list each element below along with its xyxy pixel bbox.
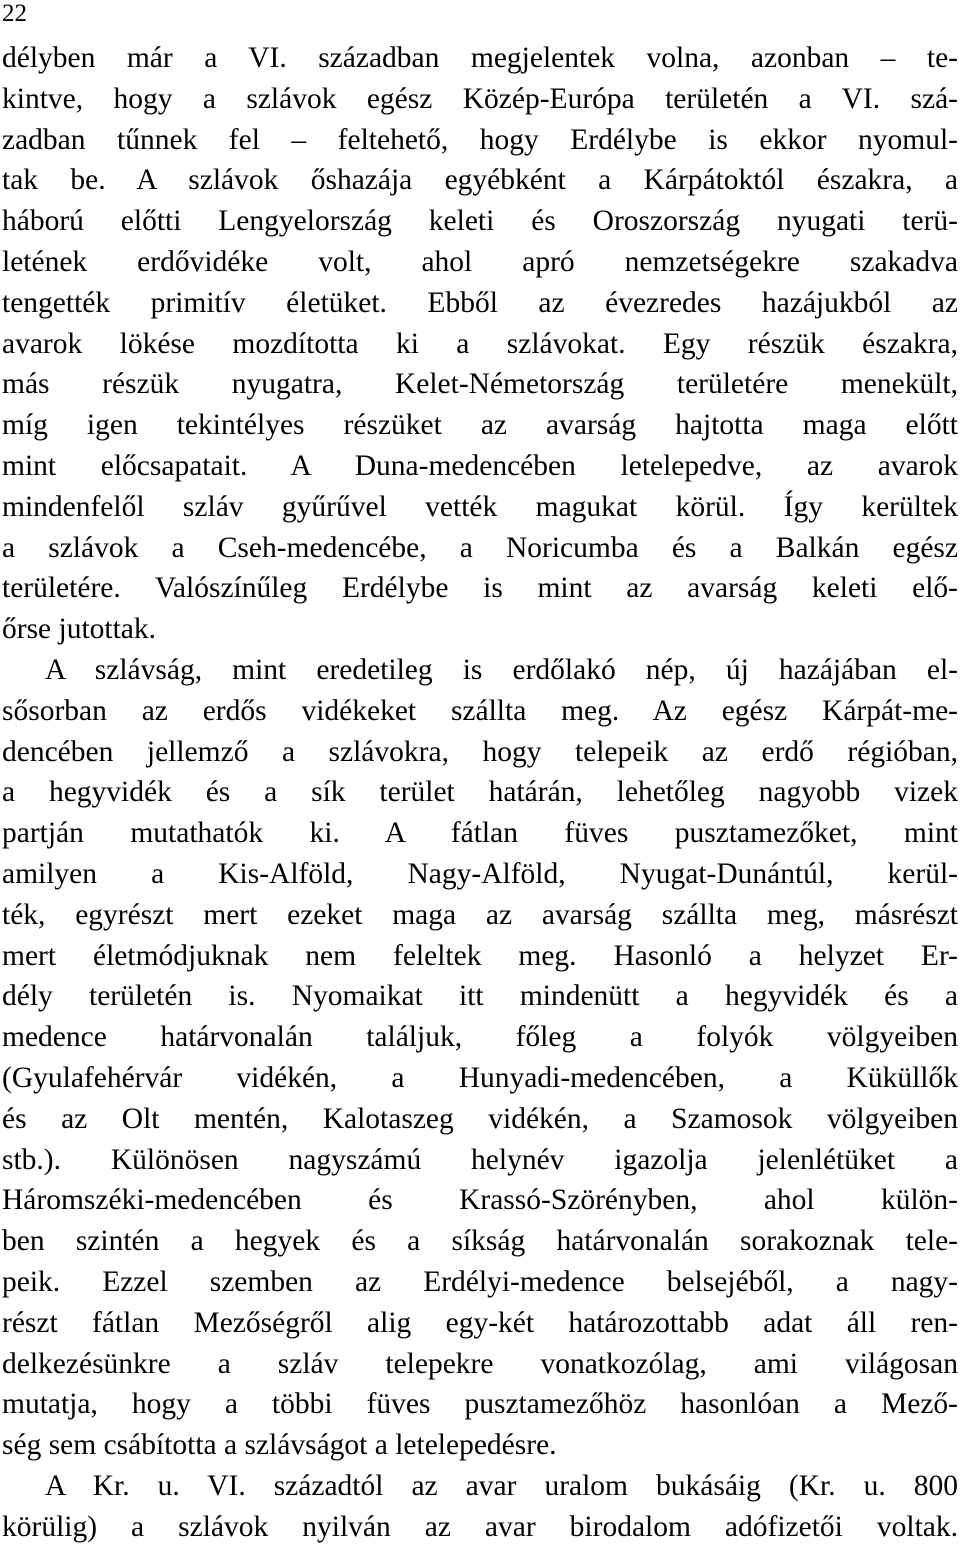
text-line: ség sem csábította a szlávságot a letelepedésre. xyxy=(2,1429,557,1462)
text-line: avarok lökése mozdította ki a szlávokat. Egy részük északra, xyxy=(2,327,958,360)
text-line: míg igen tekintélyes részüket az avarság hajtotta maga előtt xyxy=(2,409,958,442)
text-line: medence határvonalán találjuk, főleg a folyók völgyeiben xyxy=(2,1021,958,1054)
text-line: délyben már a VI. században megjelentek volna, azonban – te- xyxy=(2,42,958,74)
text-line: háború előtti Lengyelország keleti és Oroszország nyugati terü- xyxy=(2,205,958,238)
text-line: stb.). Különösen nagyszámú helynév igazolja jelenlétüket a xyxy=(2,1143,958,1176)
text-line: tak be. A szlávok őshazája egyébként a Kárpátoktól északra, a xyxy=(2,164,958,197)
text-line: zadban tűnnek fel – feltehető, hogy Erdélybe is ekkor nyomul- xyxy=(2,123,958,156)
paragraph-start-line: A Kr. u. VI. századtól az avar uralom bukásáig (Kr. u. 800 xyxy=(45,1469,958,1502)
text-line: kintve, hogy a szlávok egész Közép-Európa területén a VI. szá- xyxy=(2,82,958,115)
text-line: a szlávok a Cseh-medencébe, a Noricumba és a Balkán egész xyxy=(2,531,958,564)
text-line: Háromszéki-medencében és Krassó-Szörényben, ahol külön- xyxy=(2,1184,958,1217)
text-line: a hegyvidék és a sík terület határán, lehetőleg nagyobb vizek xyxy=(2,776,958,809)
text-line: dencében jellemző a szlávokra, hogy telepeik az erdő régióban, xyxy=(2,735,958,768)
text-line: amilyen a Kis-Alföld, Nagy-Alföld, Nyugat-Dunántúl, kerül- xyxy=(2,857,958,890)
text-line: mint előcsapatait. A Duna-medencében letelepedve, az avarok xyxy=(2,449,958,482)
text-line: más részük nyugatra, Kelet-Németország területére menekült, xyxy=(2,368,958,401)
text-line: partján mutathatók ki. A fátlan füves pusztamezőket, mint xyxy=(2,817,958,850)
text-line: ték, egyrészt mert ezeket maga az avarság szállta meg, másrészt xyxy=(2,898,958,931)
text-line: területére. Valószínűleg Erdélybe is mint az avarság keleti elő- xyxy=(2,572,958,605)
text-line: mutatja, hogy a többi füves pusztamezőhöz hasonlóan a Mező- xyxy=(2,1388,958,1421)
text-line: peik. Ezzel szemben az Erdélyi-medence belsejéből, a nagy- xyxy=(2,1265,958,1298)
text-line: mindenfelől szláv gyűrűvel vették magukat körül. Így kerültek xyxy=(2,490,958,523)
text-line: delkezésünkre a szláv telepekre vonatkozólag, ami világosan xyxy=(2,1347,958,1380)
text-line: részt fátlan Mezőségről alig egy-két határozottabb adat áll ren- xyxy=(2,1306,958,1339)
text-line: őrse jutottak. xyxy=(2,613,157,646)
paragraph-start-line: A szlávság, mint eredetileg is erdőlakó nép, új hazájában el- xyxy=(45,653,958,686)
text-line: körülig) a szlávok nyilván az avar birodalom adófizetői voltak. xyxy=(2,1510,958,1543)
page-number: 22 xyxy=(2,0,27,27)
text-line: tengették primitív életüket. Ebből az évezredes hazájukból az xyxy=(2,286,958,319)
body-text xyxy=(2,38,958,1547)
text-line: letének erdővidéke volt, ahol apró nemzetségekre szakadva xyxy=(2,245,958,278)
text-line: és az Olt mentén, Kalotaszeg vidékén, a Szamosok völgyeiben xyxy=(2,1102,958,1135)
text-line: (Gyulafehérvár vidékén, a Hunyadi-medencében, a Küküllők xyxy=(2,1061,958,1094)
text-line: mert életmódjuknak nem feleltek meg. Hasonló a helyzet Er- xyxy=(2,939,958,972)
text-line: sősorban az erdős vidékeket szállta meg. Az egész Kárpát-me- xyxy=(2,694,958,727)
text-line: ben szintén a hegyek és a síkság határvonalán sorakoznak tele- xyxy=(2,1225,958,1258)
text-line: dély területén is. Nyomaikat itt mindenütt a hegyvidék és a xyxy=(2,980,958,1013)
